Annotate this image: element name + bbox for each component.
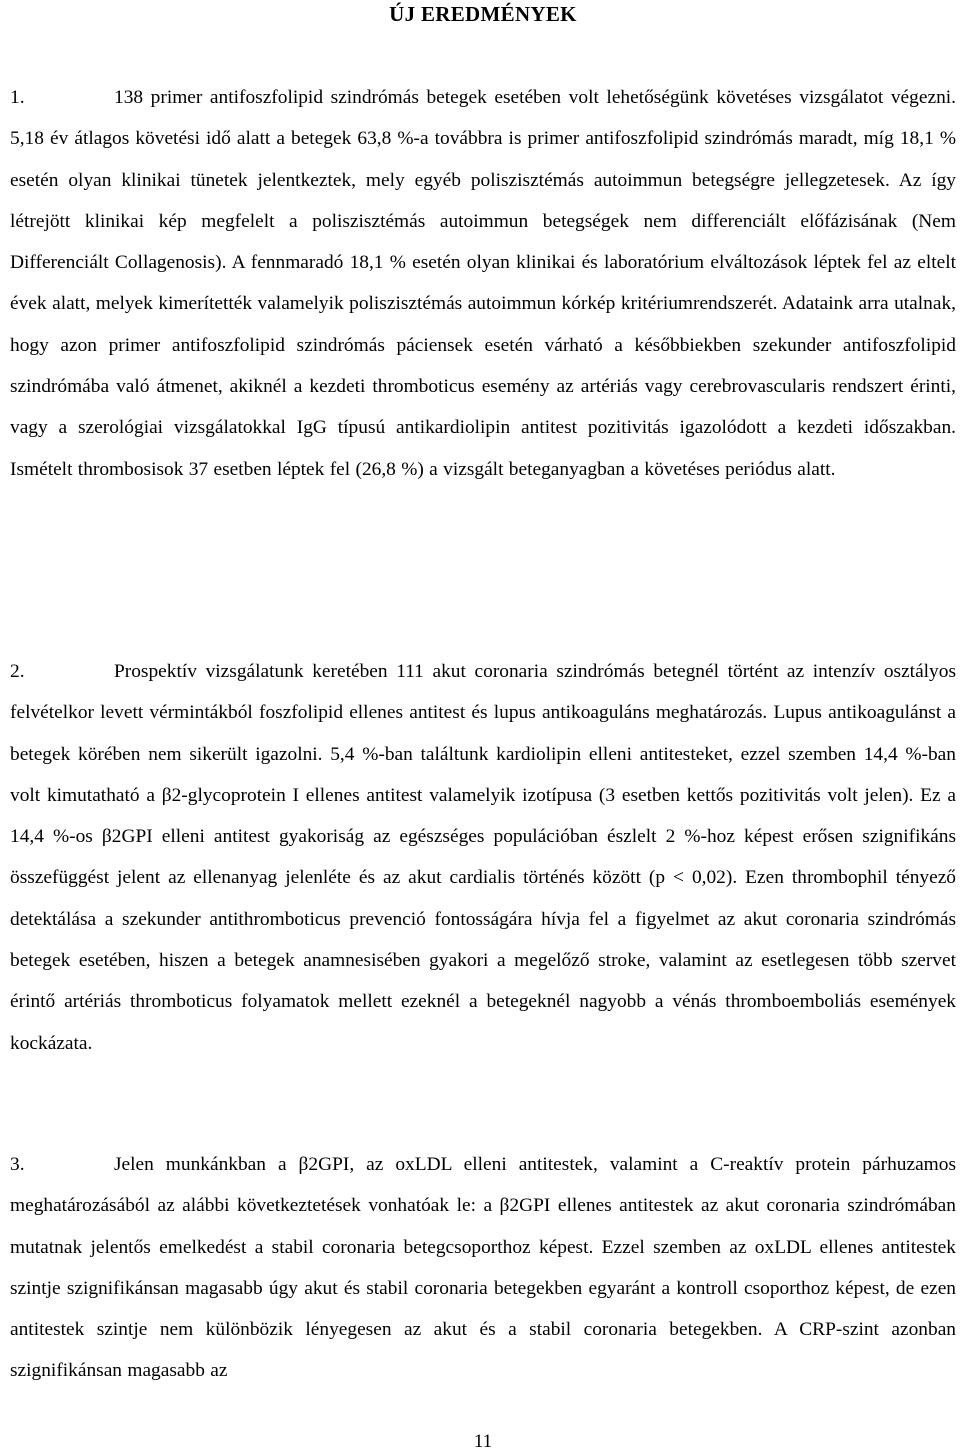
paragraph-number: 1.: [10, 87, 25, 108]
paragraph-text: Prospektív vizsgálatunk keretében 111 akut coronaria szindrómás betegnél történt az intenzív osztályos felvételkor levett vérmintákból foszfolipid ellenes antitest és lupus antikoaguláns meghatározás. Lupus antikoagulánst a betegek körében nem sikerült igazolni. 5,4 %-ban találtunk kardiolipin elleni antitesteket, ezzel szemben 14,4 %-ban volt kimutatható a β2-glycoprotein I ellenes antitest valamelyik izotípusa (3 esetben kettős pozitivitás volt jelen). Ez a 14,4 %-os β2GPI elleni antitest gyakoriság az egészséges populációban észlelt 2 %-hoz képest erősen szignifikáns összefüggést jelent az ellenanyag jelenléte és az akut cardialis történés között (p < 0,02). Ezen thrombophil tényező detektálása a szekunder antithromboticus prevenció fontosságára hívja fel a figyelmet az akut coronaria szindrómás betegek esetében, hiszen a betegek anamnesisében gyakori a megelőző stroke, valamint az esetlegesen több szervet érintő artériás thromboticus folyamatok mellett ezeknél a betegeknél nagyobb a vénás thromboemboliás események kockázata.: [10, 661, 956, 1054]
page-number: 11: [473, 1431, 493, 1452]
paragraph-text: Jelen munkánkban a β2GPI, az oxLDL elleni antitestek, valamint a C-reaktív protein párhuzamos meghatározásából az alábbi következtetések vonhatóak le: a β2GPI ellenes antitestek az akut coronaria szindrómában mutatnak jelentős emelkedést a stabil coronaria betegcsoporthoz képest. Ezzel szemben az oxLDL ellenes antitestek szintje szignifikánsan magasabb úgy akut és stabil coronaria betegekben egyaránt a kontroll csoporthoz képest, de ezen antitestek szintje nem különbözik lényegesen az akut és a stabil coronaria betegekben. A CRP-szint azonban szignifikánsan magasabb az: [10, 1154, 956, 1382]
result-paragraph-1: [10, 77, 956, 490]
paragraph-number: 3.: [10, 1154, 25, 1175]
paragraph-number: 2.: [10, 661, 25, 682]
result-paragraph-2: [10, 651, 956, 1064]
page-title: ÚJ EREDMÉNYEK: [389, 2, 577, 26]
paragraph-text: 138 primer antifoszfolipid szindrómás betegek esetében volt lehetőségünk követéses vizsgálatot végezni. 5,18 év átlagos követési idő alatt a betegek 63,8 %-a továbbra is primer antifoszfolipid szindrómás maradt, míg 18,1 % esetén olyan klinikai tünetek jelentkeztek, mely egyéb poliszisztémás autoimmun betegségre jellegzetesek. Az így létrejött klinikai kép megfelelt a poliszisztémás autoimmun betegségek nem differenciált előfázisának (Nem Differenciált Collagenosis). A fennmaradó 18,1 % esetén olyan klinikai és laboratórium elváltozások léptek fel az eltelt évek alatt, melyek kimerítették valamelyik poliszisztémás autoimmun kórkép kritériumrendszerét. Adataink arra utalnak, hogy azon primer antifoszfolipid szindrómás páciensek esetén várható a későbbiekben szekunder antifoszfolipid szindrómába való átmenet, akiknél a kezdeti thromboticus esemény az artériás vagy cerebrovascularis rendszert érinti, vagy a szerológiai vizsgálatokkal IgG típusú antikardiolipin antitest pozitivitás igazolódott a kezdeti időszakban. Ismételt thrombosisok 37 esetben léptek fel (26,8 %) a vizsgált beteganyagban a követéses periódus alatt.: [10, 87, 956, 480]
document-page: [10, 0, 956, 1452]
result-paragraph-3: [10, 1144, 956, 1392]
